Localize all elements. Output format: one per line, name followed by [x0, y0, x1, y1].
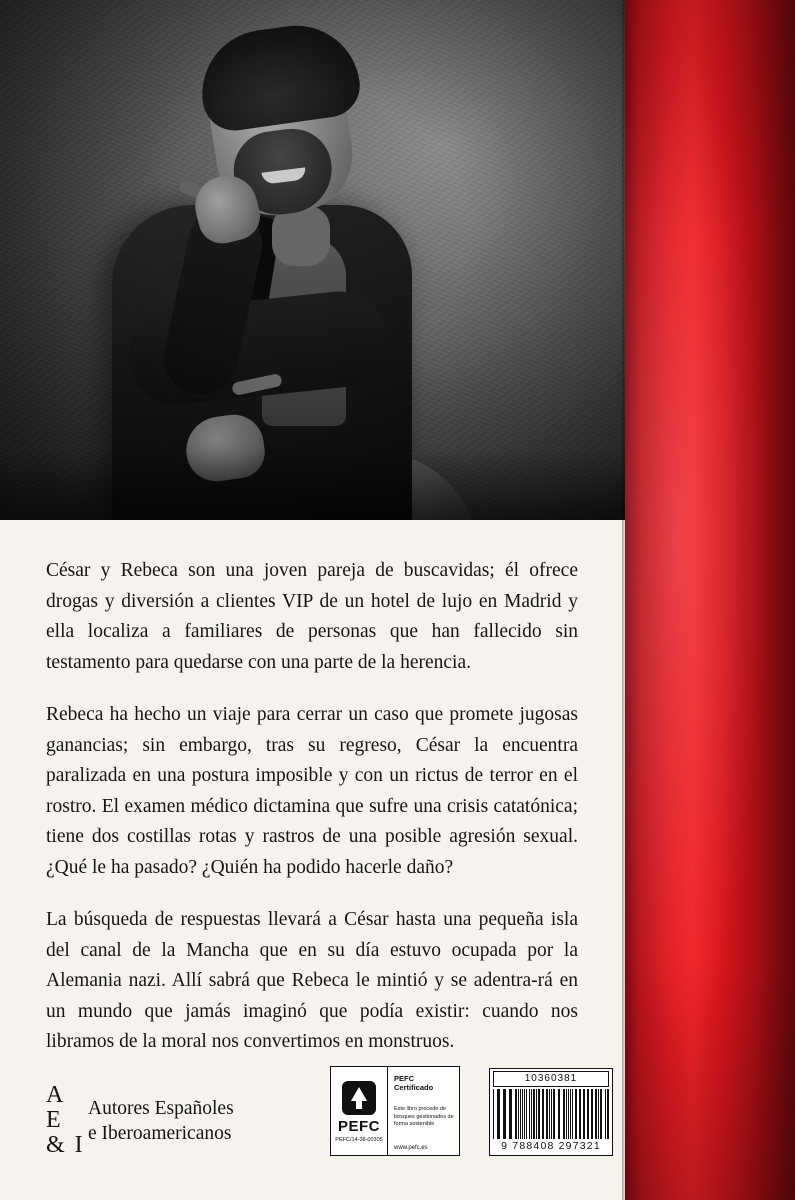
spine-sheen: [625, 0, 795, 1200]
blurb-paragraph-2: Rebeca ha hecho un viaje para cerrar un caso que promete jugosas ganancias; sin embargo, tras su regreso, César la encuentra paralizada en una postura imposible y con un rictus de terror en el rostro. El examen médico dictamina que sufre una crisis catatónica; tiene dos costillas rotas y rastros de una posible agresión sexual. ¿Qué le ha pasado? ¿Quién ha podido hacerle daño?: [46, 704, 578, 878]
pefc-text: [388, 1067, 459, 1155]
pefc-title: PEFC Certificado: [394, 1074, 434, 1092]
publisher-monogram-line-2: & I: [46, 1132, 85, 1158]
barcode-bars: [493, 1089, 609, 1139]
cover-footer: [0, 1040, 625, 1200]
publisher-name-line-2: e Iberoamericanos: [88, 1122, 232, 1144]
portrait-bottom-shadow: [0, 450, 625, 520]
barcode-block: [489, 1068, 613, 1156]
barcode-top-code: 10360381: [493, 1071, 609, 1087]
spine-fold-edge: [622, 0, 625, 1200]
pefc-logo: [331, 1067, 388, 1155]
blurb-paragraph-3: La búsqueda de respuestas llevará a César hasta una pequeña isla del canal de la Mancha que en su día estuvo ocupada por la Alemania nazi. Allí sabrá que Rebeca le mintió y se adentra-rá en un mundo que jamás imaginó que podía existir: cuando nos libramos de la moral nos convertimos en monstruos.: [46, 909, 578, 1052]
author-portrait: [0, 0, 625, 520]
publisher-logo: [46, 1083, 234, 1158]
pefc-description: Este libro procede de bosques gestionados de forma sostenible: [394, 1106, 454, 1127]
pefc-badge: [330, 1066, 460, 1156]
blurb-text: [46, 556, 578, 1058]
publisher-monogram-line-1: A E: [46, 1082, 67, 1133]
blurb-paragraph-1: César y Rebeca son una joven pareja de buscavidas; él ofrece drogas y diversión a clientes VIP de un hotel de lujo en Madrid y ella localiza a familiares de personas que han fallecido sin testamento para quedarse con una parte de la herencia.: [46, 560, 578, 673]
publisher-name: [88, 1096, 234, 1146]
publisher-name-line-1: Autores Españoles: [88, 1097, 234, 1119]
pefc-tree-icon: [342, 1081, 376, 1115]
portrait-vignette: [0, 0, 625, 520]
publisher-monogram: [46, 1083, 88, 1158]
pefc-url: www.pefc.es: [394, 1144, 428, 1151]
barcode-isbn-digits: 9 788408 297321: [501, 1140, 601, 1152]
pefc-logo-word: PEFC: [337, 1118, 380, 1135]
pefc-code: PEFC/14-38-00305: [335, 1137, 383, 1143]
